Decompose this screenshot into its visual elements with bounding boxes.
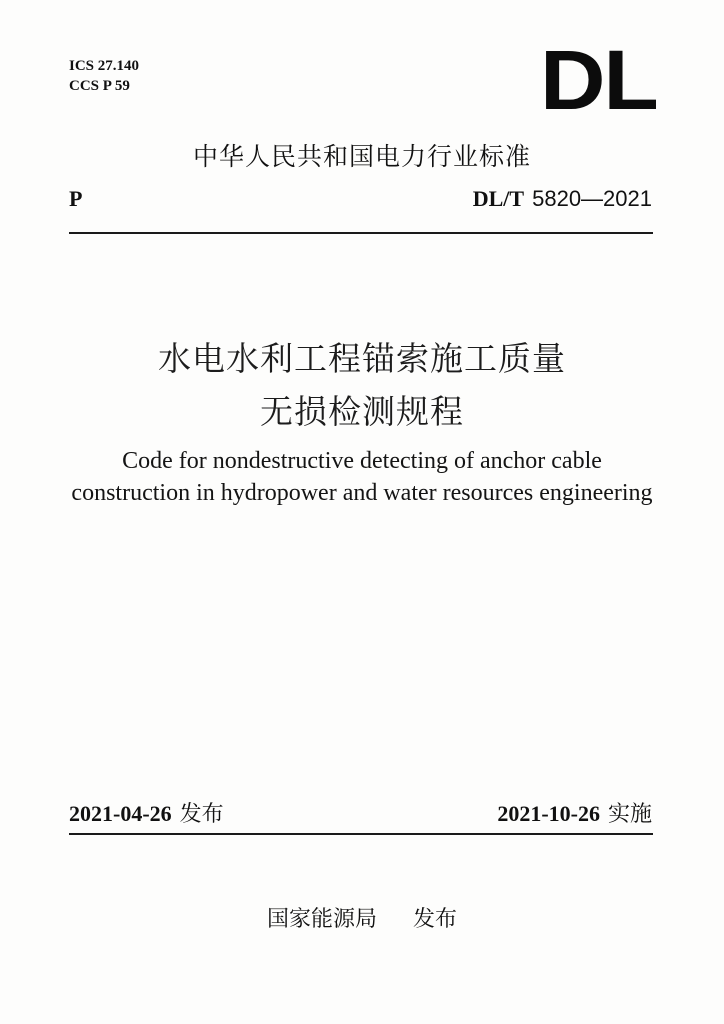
implementation-date-label: 实施 <box>607 802 652 827</box>
dl-logo: DL <box>540 33 657 127</box>
industry-standard-heading: 中华人民共和国电力行业标准 <box>192 142 531 171</box>
bottom-divider <box>69 833 653 835</box>
issue-date <box>69 797 224 828</box>
chinese-title-line-2: 无损检测规程 <box>260 392 464 431</box>
publisher-line <box>0 902 724 933</box>
ics-code: ICS 27.140 <box>69 58 140 74</box>
publisher-name: 国家能源局 <box>266 907 377 932</box>
standard-year-number: 5820—2021 <box>532 186 652 211</box>
implementation-date-value: 2021-10-26 <box>497 801 600 826</box>
publisher-action: 发布 <box>413 907 458 932</box>
category-letter: P <box>69 186 83 211</box>
ccs-code: CCS P 59 <box>69 78 130 94</box>
standard-number <box>473 186 652 212</box>
issue-date-label: 发布 <box>179 802 224 827</box>
top-divider <box>69 232 653 234</box>
english-title-line-2: construction in hydropower and water resources engineering <box>71 480 653 506</box>
chinese-title-line-1: 水电水利工程锚索施工质量 <box>158 339 566 378</box>
standard-code: DL/T <box>472 186 525 211</box>
issue-date-value: 2021-04-26 <box>69 801 172 826</box>
english-title-line-1: Code for nondestructive detecting of anchor cable <box>122 448 602 474</box>
implementation-date <box>497 797 652 828</box>
classification-codes <box>69 56 139 96</box>
